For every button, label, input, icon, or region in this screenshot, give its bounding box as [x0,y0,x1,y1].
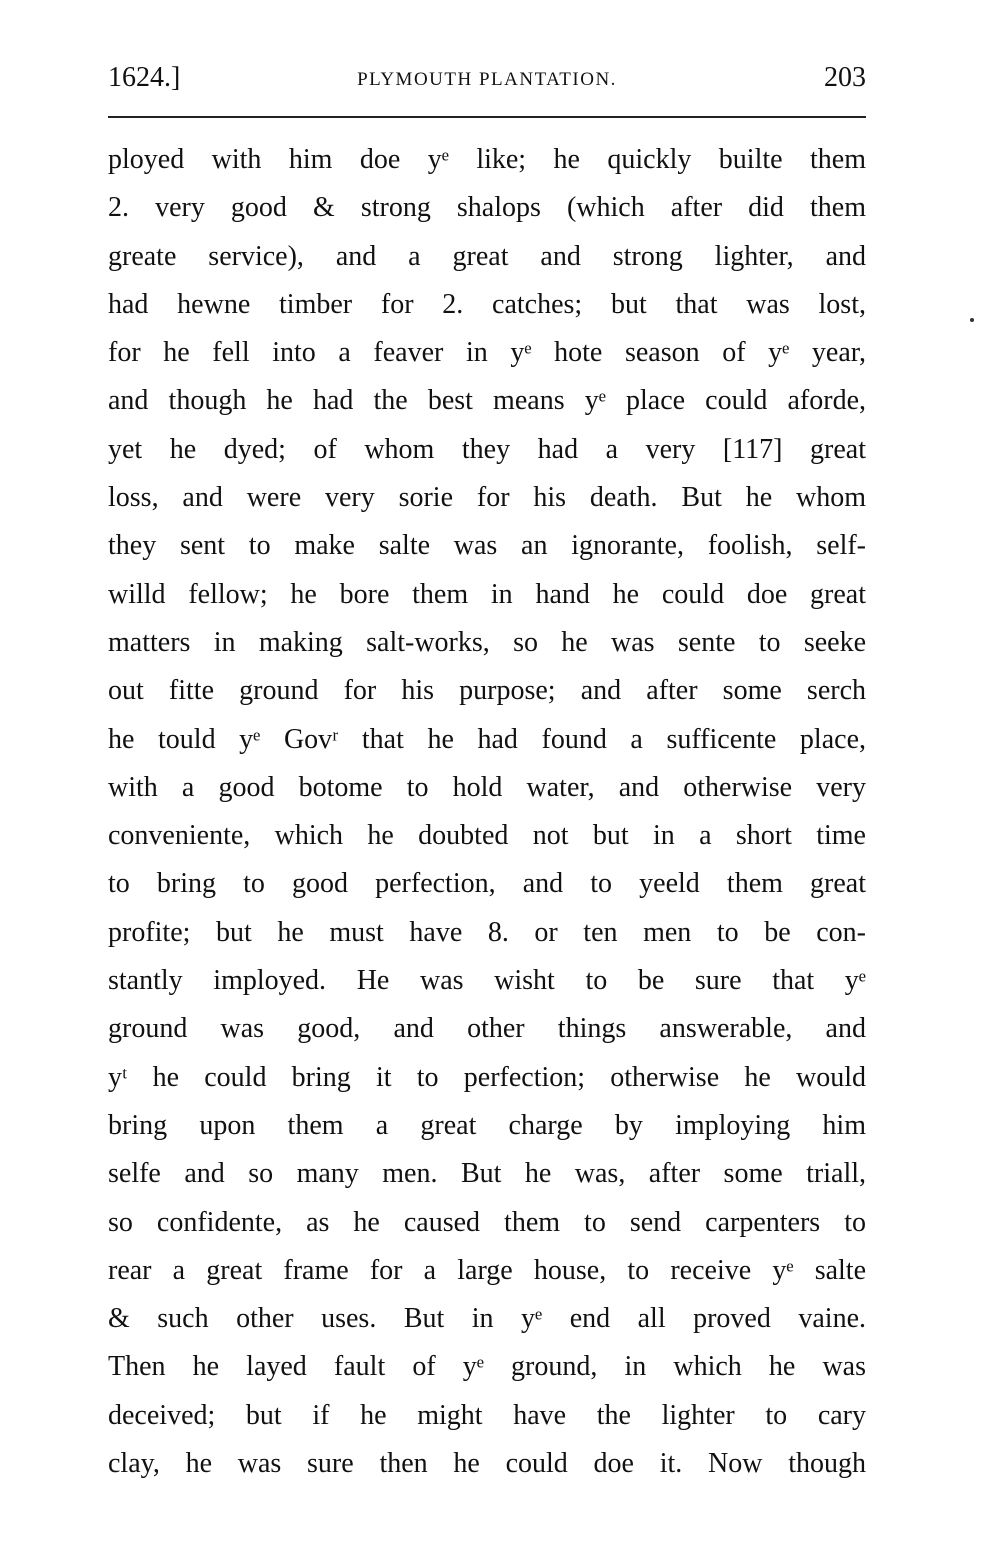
text-line: loss, and were very sorie for his death. But he whom [108,482,866,514]
text-line: conveniente, which he doubted not but in a short time [108,820,866,852]
header-rule [108,116,866,118]
page-number: 203 [824,62,866,93]
text-line: yᵗ he could bring it to perfection; otherwise he would [108,1061,866,1093]
text-line: they sent to make salte was an ignorante, foolish, self- [108,530,866,562]
text-line: ground was good, and other things answerable, and [108,1013,866,1045]
text-line: deceived; but if he might have the lighter to cary [108,1399,866,1431]
running-head-title: PLYMOUTH PLANTATION. [357,69,617,90]
text-line: yet he dyed; of whom they had a very [117] great [108,433,866,465]
text-line: bring upon them a great charge by imploying him [108,1109,866,1141]
running-head-year: 1624.] [108,62,181,93]
text-line: willd fellow; he bore them in hand he could doe great [108,578,866,610]
text-line: for he fell into a feaver in yᵉ hote season of yᵉ year, [108,337,866,369]
text-line: selfe and so many men. But he was, after some triall, [108,1158,866,1190]
text-line: with a good botome to hold water, and otherwise very [108,771,866,803]
text-line: out fitte ground for his purpose; and after some serch [108,675,866,707]
text-line: and though he had the best means yᵉ place could aforde, [108,385,866,417]
body-text [108,136,866,1488]
text-line: so confidente, as he caused them to send carpenters to [108,1206,866,1238]
stray-ink-dot [970,318,974,322]
text-line: stantly imployed. He was wisht to be sure that yᵉ [108,965,866,997]
text-line: & such other uses. But in yᵉ end all proved vaine. [108,1303,866,1335]
text-line: ployed with him doe yᵉ like; he quickly builte them [108,144,866,175]
text-line: greate service), and a great and strong lighter, and [108,240,866,272]
text-line: profite; but he must have 8. or ten men to be con- [108,916,866,948]
text-line: rear a great frame for a large house, to receive yᵉ salte [108,1254,866,1286]
running-head [108,58,866,98]
text-line: Then he layed fault of yᵉ ground, in which he was [108,1351,866,1383]
text-line: had hewne timber for 2. catches; but that was lost, [108,288,866,320]
text-line: to bring to good perfection, and to yeeld them great [108,868,866,900]
text-line: 2. very good & strong shalops (which after did them [108,192,866,224]
text-line: matters in making salt-works, so he was sente to seeke [108,626,866,658]
text-line: he tould yᵉ Govʳ that he had found a sufficente place, [108,723,866,755]
text-line: clay, he was sure then he could doe it. Now though [108,1448,866,1480]
